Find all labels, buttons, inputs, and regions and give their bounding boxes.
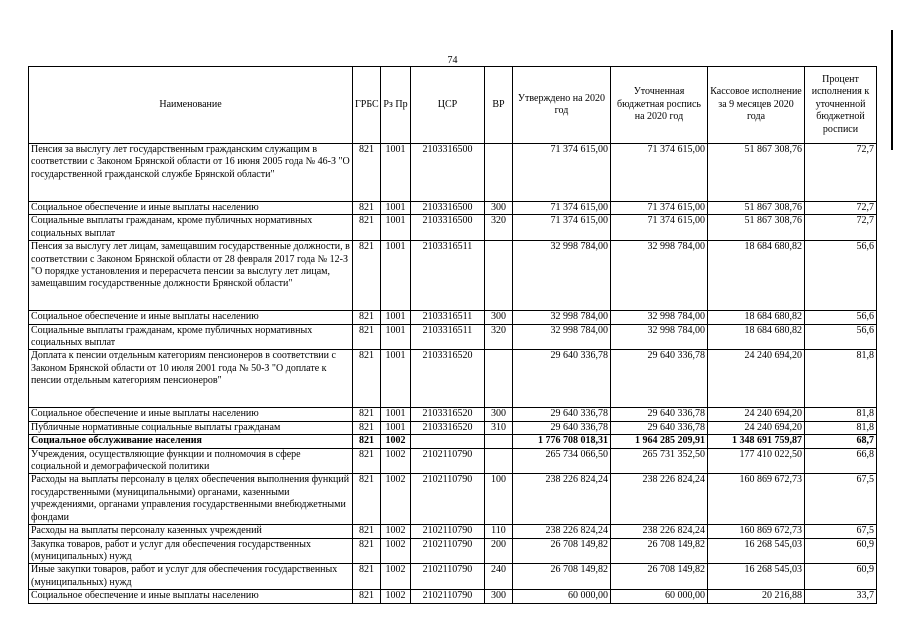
row-approved: 1 776 708 018,31	[513, 435, 611, 448]
row-refined: 26 708 149,82	[611, 564, 708, 590]
row-name: Закупка товаров, работ и услуг для обеспечения государственных (муниципальных) нужд	[29, 538, 353, 564]
row-cash: 1 348 691 759,87	[708, 435, 805, 448]
table-row	[29, 350, 877, 408]
row-cash: 24 240 694,20	[708, 350, 805, 408]
row-approved: 29 640 336,78	[513, 408, 611, 421]
row-refined: 71 374 615,00	[611, 215, 708, 241]
row-percent: 72,7	[805, 202, 877, 215]
row-csr: 2103316500	[411, 215, 485, 241]
table-row	[29, 324, 877, 350]
row-refined: 265 731 352,50	[611, 448, 708, 474]
row-cash: 160 869 672,73	[708, 525, 805, 538]
row-vr: 240	[485, 564, 513, 590]
row-cash: 177 410 022,50	[708, 448, 805, 474]
row-rzpr: 1002	[381, 525, 411, 538]
row-name: Социальное обеспечение и иные выплаты населению	[29, 202, 353, 215]
row-vr: 320	[485, 324, 513, 350]
row-vr: 300	[485, 311, 513, 324]
row-name: Публичные нормативные социальные выплаты гражданам	[29, 421, 353, 434]
row-csr: 2102110790	[411, 474, 485, 525]
row-percent: 81,8	[805, 408, 877, 421]
row-vr: 200	[485, 538, 513, 564]
table-row	[29, 435, 877, 448]
row-name: Социальное обеспечение и иные выплаты населению	[29, 408, 353, 421]
row-name: Социальное обеспечение и иные выплаты населению	[29, 590, 353, 603]
row-name: Пенсия за выслугу лет государственным гражданским служащим в соответствии с Законом Брянской области от 16 июня 2005 года № 46-З "О государственной гражданской службе Брянской области"	[29, 144, 353, 202]
row-rzpr: 1001	[381, 215, 411, 241]
row-cash: 24 240 694,20	[708, 421, 805, 434]
row-name: Доплата к пенсии отдельным категориям пенсионеров в соответствии с Законом Брянской области от 10 июля 2001 года № 50-З "О доплате к пенсии отдельным категориям пенсионеров"	[29, 350, 353, 408]
row-name: Учреждения, осуществляющие функции и полномочия в сфере социальной и демографической политики	[29, 448, 353, 474]
row-approved: 32 998 784,00	[513, 311, 611, 324]
row-grbs: 821	[353, 474, 381, 525]
row-csr	[411, 435, 485, 448]
row-approved: 26 708 149,82	[513, 564, 611, 590]
table-row	[29, 525, 877, 538]
row-grbs: 821	[353, 564, 381, 590]
row-approved: 29 640 336,78	[513, 350, 611, 408]
header-name: Наименование	[29, 67, 353, 144]
row-refined: 71 374 615,00	[611, 144, 708, 202]
row-vr: 100	[485, 474, 513, 525]
row-csr: 2103316511	[411, 311, 485, 324]
row-grbs: 821	[353, 311, 381, 324]
row-rzpr: 1001	[381, 421, 411, 434]
row-percent: 56,6	[805, 324, 877, 350]
table-row	[29, 311, 877, 324]
row-csr: 2103316520	[411, 350, 485, 408]
row-cash: 18 684 680,82	[708, 311, 805, 324]
row-refined: 32 998 784,00	[611, 324, 708, 350]
row-vr: 300	[485, 590, 513, 603]
row-approved: 32 998 784,00	[513, 324, 611, 350]
row-cash: 160 869 672,73	[708, 474, 805, 525]
row-csr: 2103316520	[411, 421, 485, 434]
table-body	[29, 144, 877, 604]
row-name: Пенсия за выслугу лет лицам, замещавшим государственные должности, в соответствии с Законом Брянской области от 28 февраля 2017 года № 12-З "О порядке установления и перерасчета пенсии за выслугу лет лицам, замещавшим государственные должности Брянской области"	[29, 241, 353, 311]
table-header-row	[29, 67, 877, 144]
row-percent: 33,7	[805, 590, 877, 603]
row-cash: 18 684 680,82	[708, 241, 805, 311]
row-grbs: 821	[353, 538, 381, 564]
row-vr	[485, 435, 513, 448]
row-name: Социальные выплаты гражданам, кроме публичных нормативных социальных выплат	[29, 215, 353, 241]
row-vr: 300	[485, 202, 513, 215]
row-name: Социальные выплаты гражданам, кроме публичных нормативных социальных выплат	[29, 324, 353, 350]
row-rzpr: 1001	[381, 350, 411, 408]
table-row	[29, 448, 877, 474]
table-row	[29, 421, 877, 434]
row-csr: 2103316511	[411, 241, 485, 311]
row-cash: 51 867 308,76	[708, 144, 805, 202]
row-rzpr: 1001	[381, 324, 411, 350]
table-row	[29, 538, 877, 564]
row-refined: 71 374 615,00	[611, 202, 708, 215]
row-grbs: 821	[353, 421, 381, 434]
table-row	[29, 408, 877, 421]
row-cash: 16 268 545,03	[708, 538, 805, 564]
row-name: Расходы на выплаты персоналу в целях обеспечения выполнения функций государственными (муниципальными) органами, казенными учреждениями, органами управления государственными внебюджетными фондами	[29, 474, 353, 525]
row-refined: 32 998 784,00	[611, 311, 708, 324]
row-csr: 2102110790	[411, 538, 485, 564]
row-approved: 71 374 615,00	[513, 215, 611, 241]
row-percent: 60,9	[805, 564, 877, 590]
row-cash: 24 240 694,20	[708, 408, 805, 421]
row-vr: 300	[485, 408, 513, 421]
table-row	[29, 241, 877, 311]
row-grbs: 821	[353, 324, 381, 350]
row-approved: 238 226 824,24	[513, 525, 611, 538]
margin-rule	[891, 30, 893, 150]
header-rzpr: Рз Пр	[381, 67, 411, 144]
header-percent: Процент исполнения к уточненной бюджетной росписи	[805, 67, 877, 144]
row-cash: 51 867 308,76	[708, 202, 805, 215]
row-grbs: 821	[353, 350, 381, 408]
row-rzpr: 1002	[381, 435, 411, 448]
row-cash: 18 684 680,82	[708, 324, 805, 350]
row-vr	[485, 241, 513, 311]
table-row	[29, 564, 877, 590]
row-percent: 56,6	[805, 311, 877, 324]
row-approved: 238 226 824,24	[513, 474, 611, 525]
row-name: Иные закупки товаров, работ и услуг для обеспечения государственных (муниципальных) нужд	[29, 564, 353, 590]
row-percent: 81,8	[805, 350, 877, 408]
row-approved: 26 708 149,82	[513, 538, 611, 564]
budget-table	[28, 66, 877, 604]
table-row	[29, 215, 877, 241]
header-refined: Уточненная бюджетная роспись на 2020 год	[611, 67, 708, 144]
row-vr	[485, 144, 513, 202]
row-grbs: 821	[353, 590, 381, 603]
row-csr: 2102110790	[411, 448, 485, 474]
row-percent: 67,5	[805, 474, 877, 525]
row-percent: 72,7	[805, 215, 877, 241]
table-row	[29, 590, 877, 603]
row-vr: 310	[485, 421, 513, 434]
row-approved: 29 640 336,78	[513, 421, 611, 434]
table-row	[29, 202, 877, 215]
row-rzpr: 1002	[381, 448, 411, 474]
row-approved: 71 374 615,00	[513, 202, 611, 215]
row-cash: 51 867 308,76	[708, 215, 805, 241]
row-refined: 32 998 784,00	[611, 241, 708, 311]
row-grbs: 821	[353, 448, 381, 474]
row-csr: 2103316520	[411, 408, 485, 421]
row-rzpr: 1001	[381, 311, 411, 324]
row-approved: 71 374 615,00	[513, 144, 611, 202]
row-refined: 29 640 336,78	[611, 408, 708, 421]
header-csr: ЦСР	[411, 67, 485, 144]
row-refined: 1 964 285 209,91	[611, 435, 708, 448]
row-rzpr: 1002	[381, 564, 411, 590]
row-percent: 68,7	[805, 435, 877, 448]
row-csr: 2103316511	[411, 324, 485, 350]
row-percent: 60,9	[805, 538, 877, 564]
row-percent: 56,6	[805, 241, 877, 311]
header-cash: Кассовое исполнение за 9 месяцев 2020 года	[708, 67, 805, 144]
row-rzpr: 1001	[381, 144, 411, 202]
row-vr	[485, 350, 513, 408]
row-rzpr: 1002	[381, 590, 411, 603]
row-cash: 16 268 545,03	[708, 564, 805, 590]
row-vr: 320	[485, 215, 513, 241]
row-percent: 66,8	[805, 448, 877, 474]
row-grbs: 821	[353, 215, 381, 241]
row-csr: 2102110790	[411, 525, 485, 538]
row-csr: 2102110790	[411, 590, 485, 603]
row-name: Расходы на выплаты персоналу казенных учреждений	[29, 525, 353, 538]
row-csr: 2102110790	[411, 564, 485, 590]
header-approved: Утверждено на 2020 год	[513, 67, 611, 144]
row-grbs: 821	[353, 144, 381, 202]
header-vr: ВР	[485, 67, 513, 144]
row-refined: 26 708 149,82	[611, 538, 708, 564]
row-refined: 29 640 336,78	[611, 421, 708, 434]
row-percent: 67,5	[805, 525, 877, 538]
row-grbs: 821	[353, 202, 381, 215]
row-vr	[485, 448, 513, 474]
row-csr: 2103316500	[411, 202, 485, 215]
row-cash: 20 216,88	[708, 590, 805, 603]
row-grbs: 821	[353, 435, 381, 448]
row-rzpr: 1001	[381, 202, 411, 215]
row-approved: 60 000,00	[513, 590, 611, 603]
row-grbs: 821	[353, 525, 381, 538]
row-vr: 110	[485, 525, 513, 538]
row-refined: 238 226 824,24	[611, 525, 708, 538]
row-csr: 2103316500	[411, 144, 485, 202]
row-refined: 29 640 336,78	[611, 350, 708, 408]
row-approved: 265 734 066,50	[513, 448, 611, 474]
row-percent: 72,7	[805, 144, 877, 202]
row-refined: 60 000,00	[611, 590, 708, 603]
row-name: Социальное обслуживание населения	[29, 435, 353, 448]
row-percent: 81,8	[805, 421, 877, 434]
row-approved: 32 998 784,00	[513, 241, 611, 311]
row-refined: 238 226 824,24	[611, 474, 708, 525]
page-number: 74	[447, 55, 458, 66]
row-name: Социальное обеспечение и иные выплаты населению	[29, 311, 353, 324]
row-grbs: 821	[353, 241, 381, 311]
row-rzpr: 1002	[381, 474, 411, 525]
table-row	[29, 474, 877, 525]
row-rzpr: 1002	[381, 538, 411, 564]
row-grbs: 821	[353, 408, 381, 421]
table-row	[29, 144, 877, 202]
header-grbs: ГРБС	[353, 67, 381, 144]
row-rzpr: 1001	[381, 241, 411, 311]
row-rzpr: 1001	[381, 408, 411, 421]
